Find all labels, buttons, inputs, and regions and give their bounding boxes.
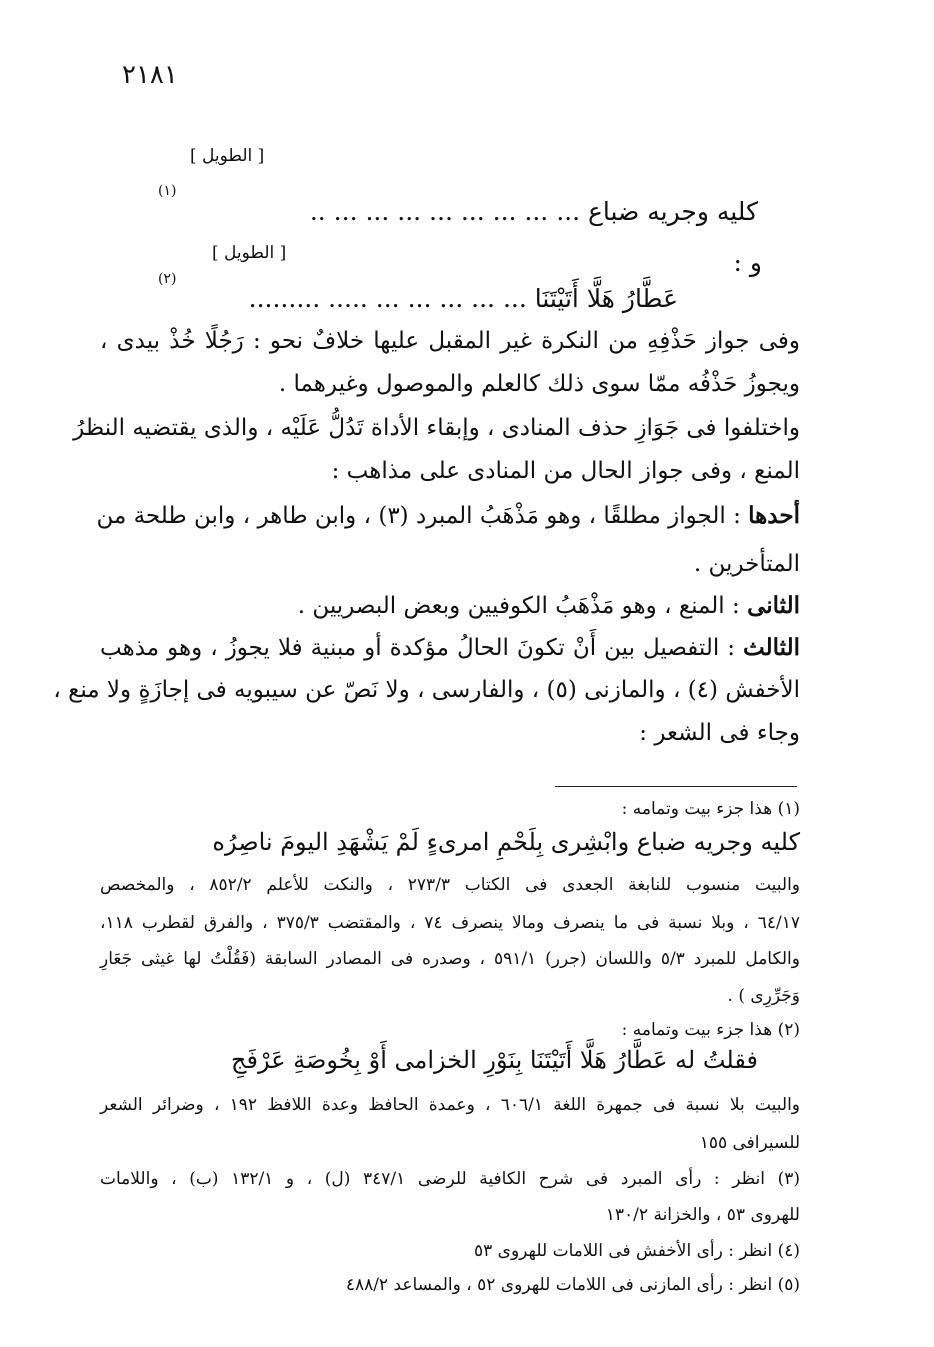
opinion-3 bbox=[100, 634, 800, 661]
footnote-5: (٥) انظر : رأى المازنى فى اللامات للهروى ٥٢ ، والمساعد ٤٨٨/٢ bbox=[345, 1275, 800, 1295]
opinion-label: الثالث bbox=[743, 634, 800, 661]
verse-line-2: عَطَّارُ هَلَّا أَتَيْتَنَا ... ... ... ... ... ..... ......... bbox=[248, 284, 678, 313]
footnote-ref-1: (١) bbox=[158, 183, 177, 199]
footnote-1-intro: (١) هذا جزء بيت وتمامه : bbox=[621, 799, 800, 819]
footnote-line: ٦٤/١٧ ، وبلا نسبة فى ما ينصرف ومالا ينصرف ٧٤ ، والمقتضب ٣٧٥/٣ ، والفرق لقطرب ١١٨، bbox=[100, 913, 800, 933]
opinion-text: : المنع ، وهو مَذْهَبُ الكوفيين وبعض البصريين . bbox=[297, 593, 748, 619]
body-line: الأخفش (٤) ، والمازنى (٥) ، والفارسى ، ولا نَصّ عن سيبويه فى إجازَةٍ ولا منع ، bbox=[53, 677, 800, 703]
body-line: ويجوزُ حَذْفُه ممّا سوى ذلك كالعلم والموصول وغيرهما . bbox=[278, 371, 800, 397]
footnote-line: والبيت منسوب للنابغة الجعدى فى الكتاب ٢٧٣/٣ ، والنكت للأعلم ٨٥٢/٢ ، والمخصص bbox=[100, 875, 801, 895]
page-number: ٢١٨١ bbox=[122, 60, 178, 90]
footnote-line: وَجَرِّرِى ) . bbox=[727, 986, 800, 1006]
meter-label: [ الطويل ] bbox=[212, 243, 287, 263]
opinion-label: الثانى bbox=[747, 592, 800, 619]
footnote-2-intro: (٢) هذا جزء بيت وتمامه : bbox=[621, 1020, 800, 1040]
opinion-text: : الجواز مطلقًا ، وهو مَذْهَبُ المبرد (٣) ، وابن طاهر ، وابن طلحة من bbox=[96, 503, 749, 529]
opinion-text: : التفصيل بين أَنْ تكونَ الحالُ مؤكدة أو مبنية فلا يجوزُ ، وهو مذهب bbox=[100, 635, 744, 661]
body-line: وجاء فى الشعر : bbox=[639, 720, 800, 746]
meter-label: [ الطويل ] bbox=[190, 146, 265, 166]
footnote-line: والبيت بلا نسبة فى جمهرة اللغة ٦٠٦/١ ، وعمدة الحافظ وعدة اللافظ ١٩٢ ، وضرائر الشعر bbox=[100, 1095, 800, 1115]
opinion-1 bbox=[96, 502, 800, 529]
footnote-divider bbox=[555, 786, 797, 787]
opinion-label: أحدها bbox=[748, 502, 800, 529]
footnote-line: للسيرافى ١٥٥ bbox=[699, 1133, 800, 1153]
body-line: المنع ، وفى جواز الحال من المنادى على مذاهب : bbox=[331, 458, 800, 484]
footnote-line: للهروى ٥٣ ، والخزانة ١٣٠/٢ bbox=[605, 1205, 800, 1225]
conjunction-label: و : bbox=[733, 248, 762, 277]
footnote-1-verse: كليه وجريه ضباع وابْشِرى بِلَحْمِ امرىءٍ لَمْ يَشْهَدِ اليومَ ناصِرُه bbox=[212, 828, 800, 856]
footnote-3: (٣) انظر : رأى المبرد فى شرح الكافية للرضى ٣٤٧/١ (ل) ، و ١٣٢/١ (ب) ، واللامات bbox=[100, 1169, 800, 1189]
footnote-4: (٤) انظر : رأى الأخفش فى اللامات للهروى ٥٣ bbox=[473, 1241, 800, 1261]
footnote-2-verse: فقلتُ له عَطَّارُ هَلَّا أَتَيْتَنَا بِنَوْرِ الخزامى أَوْ بِخُوصَةِ عَرْفَجِ bbox=[231, 1046, 758, 1074]
opinion-2 bbox=[298, 592, 800, 619]
body-line: المتأخرين . bbox=[693, 551, 800, 577]
body-line: وفى جواز حَذْفِهِ من النكرة غير المقبل عليها خلافٌ نحو : رَجُلًا خُذْ بيدى ، bbox=[100, 328, 800, 354]
verse-line-1: كليه وجريه ضباع ... ... ... ... ... ... ... ... .. bbox=[309, 197, 758, 226]
footnote-line: والكامل للمبرد ٥/٣ واللسان (جرر) ٥٩١/١ ، وصدره فى المصادر السابقة (فَقُلْتُ لها غيثى جَعَارِ bbox=[100, 949, 800, 969]
footnote-ref-2: (٢) bbox=[158, 271, 177, 287]
body-line: واختلفوا فى جَوَازِ حذف المنادى ، وإبقاء الأداة تَدُلُّ عَلَيْه ، والذى يقتضيه النظرُ bbox=[73, 415, 800, 441]
